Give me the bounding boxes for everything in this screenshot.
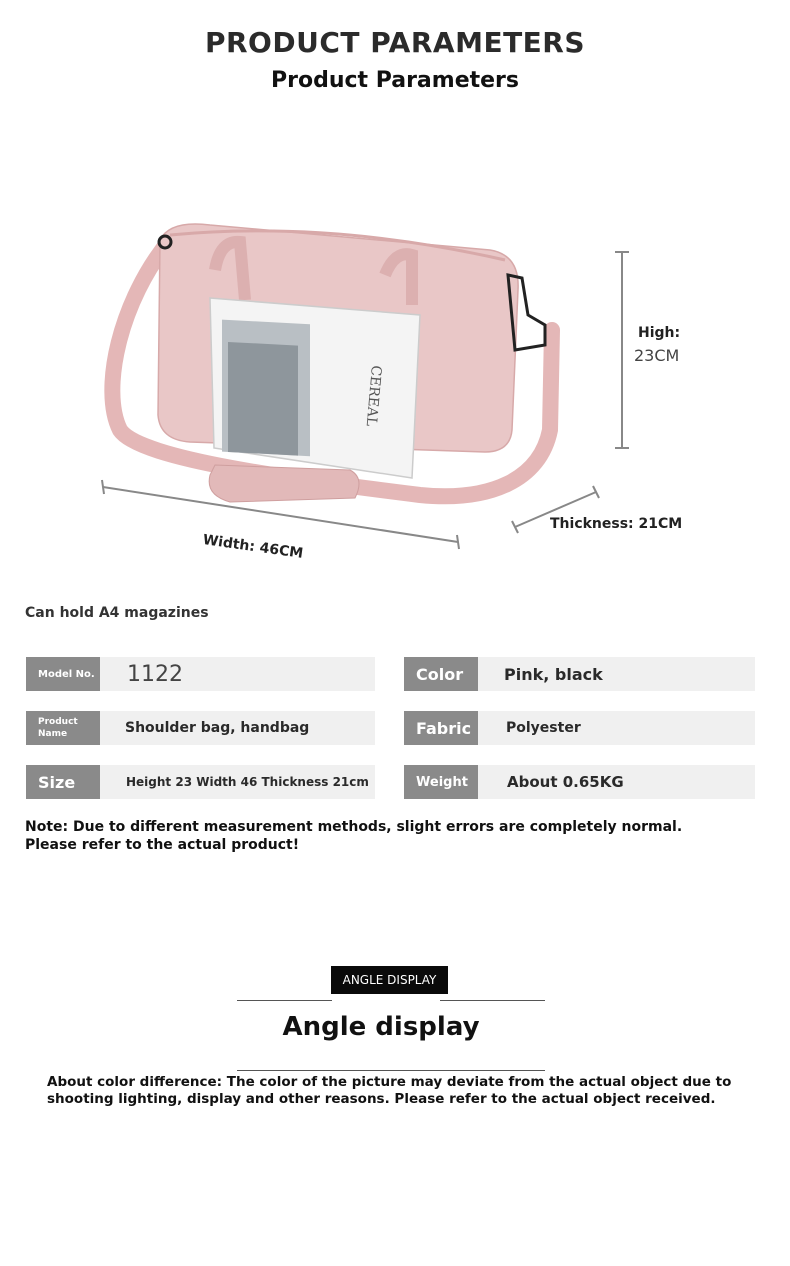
param-key-color: Color	[404, 657, 478, 691]
param-value-name: Shoulder bag, handbag	[125, 720, 310, 736]
magazine-title: CEREAL	[362, 364, 384, 427]
param-key-fabric: Fabric	[404, 711, 478, 745]
param-row-fabric	[404, 711, 755, 745]
angle-display-title: Angle display	[282, 1012, 480, 1042]
param-key-weight: Weight	[404, 765, 478, 799]
param-row-model	[26, 657, 375, 691]
page-subtitle: Product Parameters	[270, 68, 519, 93]
param-row-size	[26, 765, 375, 799]
height-value: 23CM	[634, 346, 680, 365]
param-key-name: Product Name	[26, 711, 100, 745]
param-key-size: Size	[26, 765, 100, 799]
note-line-1: Note: Due to different measurement methods, slight errors are completely normal.	[25, 819, 683, 835]
product-illustration	[0, 180, 790, 580]
divider-bottom	[237, 1070, 545, 1071]
magazine	[210, 298, 420, 478]
measurement-note	[25, 818, 765, 854]
param-row-color	[404, 657, 755, 691]
param-value-color: Pink, black	[504, 664, 603, 684]
divider-right	[440, 1000, 545, 1001]
divider-left	[237, 1000, 332, 1001]
note-line-2: Please refer to the actual product!	[25, 837, 300, 853]
width-label: Width: 46CM	[201, 532, 305, 562]
height-label: High:	[638, 325, 681, 341]
param-value-weight: About 0.65KG	[507, 773, 624, 791]
bag-base	[209, 465, 359, 502]
param-key-model: Model No.	[26, 657, 100, 691]
param-value-model: 1122	[127, 661, 183, 687]
color-difference-note: About color difference: The color of the picture may deviate from the actual object due to shooting lighting, display and other reasons. Please refer to the actual object received.	[47, 1074, 732, 1107]
param-row-name	[26, 711, 375, 745]
param-row-weight	[404, 765, 755, 799]
param-value-size: Height 23 Width 46 Thickness 21cm	[126, 775, 369, 789]
page-title: PRODUCT PARAMETERS	[204, 26, 586, 59]
capacity-caption: Can hold A4 magazines	[25, 605, 209, 621]
param-value-fabric: Polyester	[506, 720, 581, 736]
thickness-label: Thickness: 21CM	[550, 516, 683, 532]
angle-display-tag: ANGLE DISPLAY	[331, 966, 448, 994]
